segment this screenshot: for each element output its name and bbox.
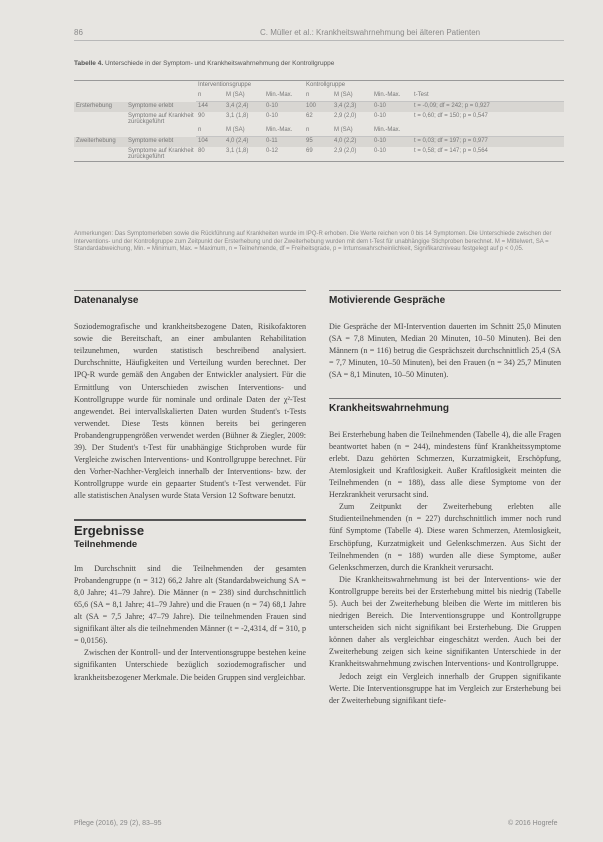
table-cell: 0-12 <box>264 147 304 162</box>
header-rule <box>74 40 564 41</box>
phase-cell <box>74 112 126 126</box>
paragraph-teilnehmende-2: Zwischen der Kontroll- und der Interventionsgruppe bestehen keine signifikanten Unterschiede bezüglich soziodemografischer und krankheitsbezogener Merkmale. Die beiden Gruppen sind vergleichbar. <box>74 648 306 682</box>
col-header: n <box>196 91 224 102</box>
table-sub-header-1 <box>74 91 564 102</box>
table-cell: 3,4 (2,3) <box>334 103 357 109</box>
heading-datenanalyse: Datenanalyse <box>74 290 306 307</box>
col-header: n <box>196 126 224 137</box>
label-cell: Symptome auf Krankheit zurückgeführt <box>128 113 194 125</box>
paragraph-krankheit-1: Bei Ersterhebung haben die Teilnehmenden (Tabelle 4), die alle Fragen beantwortet haben (n = 244), mindestens fünf Krankheitssymptome erlebt. Dazu gehörten Schmerzen, Kurzatmigkeit, Erschöpfung, Atemlosigkeit und Kraftlosigkeit. Außer Kraftlosigkeit meinten die Teilnehmenden (n = 188), dass alle diese Symptome von der Herzkrankheit verursacht sind. <box>329 429 561 500</box>
footer-copyright: © 2016 Hogrefe <box>508 820 558 827</box>
col-header: t-Test <box>412 91 564 102</box>
label-cell: Symptome erlebt <box>128 102 174 109</box>
table-cell: 69 <box>304 147 332 162</box>
table-cell: 95 <box>306 138 313 144</box>
table-row <box>74 102 564 113</box>
table-cell: 3,1 (1,8) <box>224 147 264 162</box>
table-cell: 3,4 (2,4) <box>226 103 249 109</box>
col-header: Min.-Max. <box>372 91 412 102</box>
table-cell: 80 <box>196 147 224 162</box>
col-header: M (SA) <box>224 91 264 102</box>
running-head: C. Müller et al.: Krankheitswahrnehmung bei älteren Patienten <box>260 28 481 37</box>
page-number: 86 <box>74 28 83 37</box>
paragraph-krankheit-4: Jedoch zeigt ein Vergleich innerhalb der Gruppen signifikante Werte. Die Interventionsgruppe hat im Vergleich zur Ersterhebung bei der Zweiterhebung signifikant tiefe- <box>329 671 561 705</box>
heading-teilnehmende: Teilnehmende <box>74 538 138 550</box>
table-cell: 0-10 <box>372 147 412 162</box>
table-cell: 0-10 <box>374 113 387 119</box>
table-sub-header-2 <box>74 126 564 137</box>
table-group-header <box>74 81 564 92</box>
table-caption-label: Tabelle 4. <box>74 60 104 67</box>
running-header <box>0 0 603 42</box>
paragraph-krankheit-2: Zum Zeitpunkt der Zweiterhebung erlebten alle Studienteilnehmenden (n = 227) durchschnittlich immer noch rund fünf Symptome (Tabelle 4). Diese waren Schmerzen, Atemlosigkeit, Erschöpfung, Kurzatmigkeit und Gelenkschmerzen. Aus Sicht der Teilnehmenden (n = 188) wurden alle diese Symptome, außer Gelenkschmerzen, durch die Krankheit verursacht. <box>329 502 561 572</box>
col-header: Min.-Max. <box>264 91 304 102</box>
table-cell: t = 0,60; df = 150; p = 0,547 <box>414 113 488 119</box>
table-cell: 0-10 <box>374 138 387 144</box>
table-notes: Anmerkungen: Das Symptomerleben sowie die Rückführung auf Krankheiten wurde im IPQ-R erhoben. Die Werte reichen von 0 bis 14 Symptomen. Die Unterschiede zwischen der Interventions- und der Kontrollgruppe zum Zeitpunkt der Ersterhebung und der Zweiterhebung wurden mit dem t-Test für unabhängige Stichproben berechnet. M = Mittelwert, SA = Standardabweichung, Min. = Minimum, Max. = Maximum, n = Teilnehmende, df = Freiheitsgrade, p = Irrtumswahrscheinlichkeit, Signifikanzniveau festgelegt auf p < 0,05. <box>74 231 552 253</box>
table-caption-text: Unterschiede in der Symptom- und Krankheitswahrnehmung der Kontrollgruppe <box>104 60 335 67</box>
table-cell: 62 <box>306 113 313 119</box>
table-cell: 2,9 (2,0) <box>334 113 357 119</box>
table-caption <box>74 60 564 67</box>
group-header-control: Kontrollgruppe <box>304 81 564 92</box>
table-cell: 90 <box>198 113 205 119</box>
heading-krankheitswahrnehmung: Krankheitswahrnehmung <box>329 398 561 415</box>
table-cell: 0-10 <box>374 103 387 109</box>
col-header: n <box>304 91 332 102</box>
col-header: M (SA) <box>332 91 372 102</box>
table-cell: 4,0 (2,4) <box>226 138 249 144</box>
table-cell: 100 <box>306 103 317 109</box>
table-cell: 104 <box>198 138 209 144</box>
table-row <box>74 147 564 162</box>
heading-motivierende-gespraeche: Motivierende Gespräche <box>329 290 561 307</box>
table-cell: 0-10 <box>266 113 279 119</box>
label-cell: Symptome auf Krankheit zurückgeführt <box>126 147 196 162</box>
heading-ergebnisse: Ergebnisse <box>74 519 306 537</box>
phase-cell <box>74 147 126 162</box>
table-cell: t = 0,03; df = 197; p = 0,977 <box>414 138 488 144</box>
col-header: Min.-Max. <box>264 126 304 137</box>
label-cell: Symptome erlebt <box>128 137 174 144</box>
phase-cell: Zweiterhebung <box>76 137 116 144</box>
paragraph-motivierende: Die Gespräche der MI-Intervention dauerten im Schnitt 25,0 Minuten (SA = 7,8 Minuten, Median 20 Minuten, 10–50 Minuten). Bei den Männern (n = 116) betrug die Gesprächszeit durchschnittlich 25,4 (SA = 7,7 Minuten, 10–50 Minuten), bei den Frauen (n = 34) 25,7 Minuten (SA = 8,1 Minuten, 10–50 Minuten). <box>329 322 561 380</box>
paragraph-teilnehmende-1: Im Durchschnitt sind die Teilnehmenden der gesamten Probandengruppe (n = 312) 66,2 Jahre alt (Standardabweichung SA = 8,0 Jahre; 41–79 Jahre). Die Männer (n = 238) sind durchschnittlich 65,6 (SA = 8,1 Jahre; 41–79 Jahre) und die Frauen (n = 74) 68,1 Jahre alt (SA = 7,5 Jahre; 47–79 Jahre). Die teilnehmenden Frauen sind signifikant älter als die teilnehmenden Männer (t = -2,4314, df = 310, p = 0,0156). <box>74 563 306 646</box>
table-cell: 0-10 <box>266 103 279 109</box>
col-header: M (SA) <box>332 126 372 137</box>
right-column <box>329 290 561 707</box>
col-header: M (SA) <box>224 126 264 137</box>
table-cell: 2,9 (2,0) <box>332 147 372 162</box>
col-header: n <box>304 126 332 137</box>
table-row <box>74 112 564 126</box>
table-cell: 3,1 (1,8) <box>226 113 249 119</box>
paragraph-krankheit-3: Die Krankheitswahrnehmung ist bei der Interventions- wie der Kontrollgruppe bereits bei der Ersterhebung mittel bis niedrig (Tabelle 5). Auch bei der Zweiterhebung bleiben die Werte im mittleren bis niedrigen Bereich. Die Interventionsgruppe und Kontrollgruppe unterscheiden sich nicht signifikant bei Ersterhebung. Die Gruppen können daher als vergleichbar eingeschätzt werden. Auch bei der Zweiterhebung zeigen sich keine signifikanten Unterschiede in der Krankheitswahrnehmung zwischen Interventions- und Kontrollgruppe. <box>329 574 561 669</box>
col-header: Min.-Max. <box>372 126 412 137</box>
paragraph-datenanalyse: Soziodemografische und krankheitsbezogene Daten, Risikofaktoren sowie die Bereitschaft, an einer ambulanten Rehabilitation teilzunehmen, wurden statistisch beschreibend analysiert. Durchschnitte, Häufigkeiten und Verteilung wurden berechnet. Der IPQ-R wurde gemäß den Angaben der Entwickler analysiert. Für die Ermittlung von Unterschieden zwischen Interventions- und Kontrollgruppe wurde für nominale und ordinale Daten der χ²-Test angewendet. Bei intervallskalierten Daten wurden Student's t-Tests verwendet. Diese Tests können bereits bei geringeren Probandengruppengrößen verwendet werden (Bühner & Ziegler, 2009: 39). Der Student's t-Test für unabhängige Stichproben wurde für Vergleiche zwischen Interventions- und Kontrollgruppe berechnet. Für den Vorher-Nachher-Vergleich innerhalb der Interventions- bzw. der Kontrollgruppe wurde ein gepaarter Student's t-Test verwendet. Für alle statistischen Analysen wurde Stata Version 12 Software benutzt. <box>74 322 306 501</box>
group-header-intervention: Interventionsgruppe <box>196 81 304 92</box>
table-cell: t = 0,58; df = 147; p = 0,564 <box>412 147 564 162</box>
table-cell: 4,0 (2,2) <box>334 138 357 144</box>
table-row <box>74 137 564 148</box>
table-cell: t = -0,09; df = 242; p = 0,927 <box>414 103 490 109</box>
table-cell: 144 <box>198 103 209 109</box>
phase-cell: Ersterhebung <box>76 102 113 109</box>
table-cell: 0-11 <box>266 138 278 144</box>
footer-citation: Pflege (2016), 29 (2), 83–95 <box>74 820 162 827</box>
left-column <box>74 290 306 684</box>
table-4 <box>74 80 564 162</box>
